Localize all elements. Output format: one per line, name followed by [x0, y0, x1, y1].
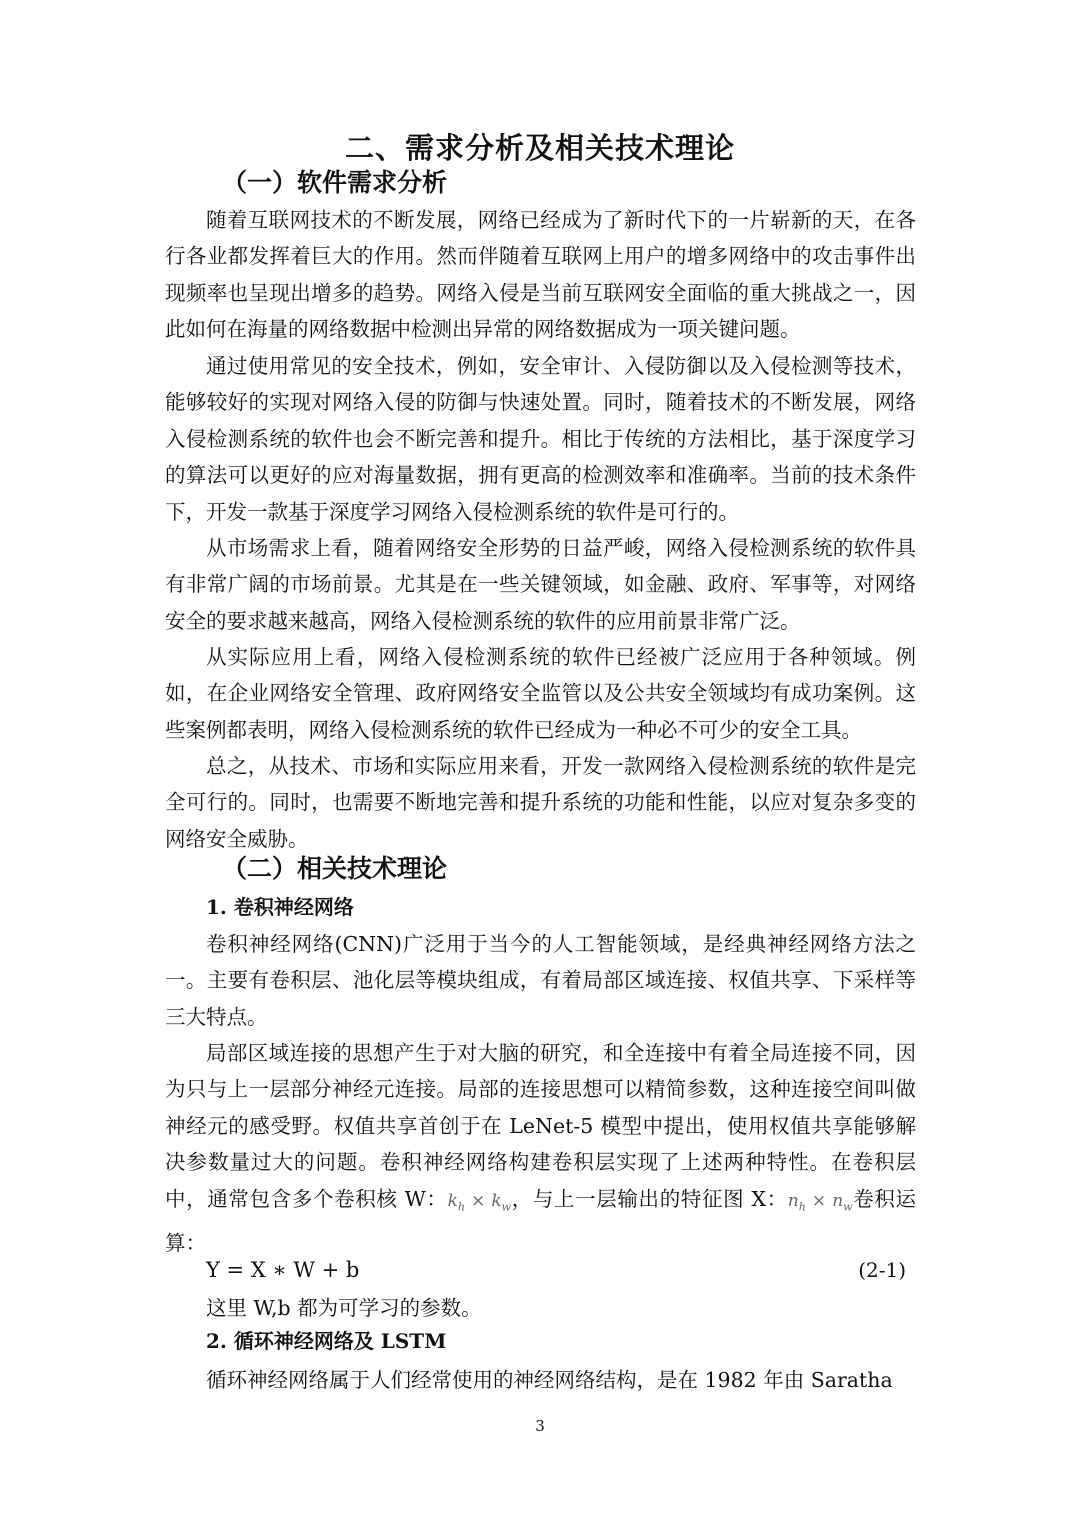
cnn-details-text-end: 卷积运算：	[165, 1186, 916, 1256]
paragraph-market-demand: 从市场需求上看，随着网络安全形势的日益严峻，网络入侵检测系统的软件具有非常广阔的市场前景。尤其是在一些关键领域，如金融、政府、军事等，对网络安全的要求越来越高，网络入侵检测系统的软件的应用前景非常广泛。	[165, 536, 916, 633]
paragraph-practical-application: 从实际应用上看，网络入侵检测系统的软件已经被广泛应用于各种领域。例如，在企业网络安全管理、政府网络安全监管以及公共安全领域均有成功案例。这些案例都表明，网络入侵检测系统的软件已经成为一种必不可少的安全工具。	[165, 645, 916, 742]
feature-map-size-expression: $n_h \times n_w$	[787, 1190, 853, 1214]
cnn-details-text: 局部区域连接的思想产生于对大脑的研究，和全连接中有着全局连接不同，因为只与上一层部分神经元连接。局部的连接思想可以精简参数，这种连接空间叫做神经元的感受野。权值共享首创于在 LeNet-5 模型中提出，使用权值共享能够解决参数量过大的问题。卷积神经网络构建卷积层实现了上述两种特性。在卷积层中，通常包含多个卷积核 W：	[165, 1041, 916, 1211]
kernel-size-expression: $k_h \times k_w$	[447, 1190, 512, 1214]
subsection-title-rnn-lstm: 2. 循环神经网络及 LSTM	[206, 1329, 447, 1353]
equation-2-1	[206, 1253, 906, 1287]
paragraph-rnn-intro: 循环神经网络属于人们经常使用的神经网络结构，是在 1982 年由 Saratha	[206, 1368, 893, 1392]
paragraph-cnn-intro: 卷积神经网络(CNN)广泛用于当今的人工智能领域，是经典神经网络方法之一。主要有卷积层、池化层等模块组成，有着局部区域连接、权值共享、下采样等三大特点。	[165, 932, 916, 1029]
paragraph-learnable-params: 这里 W,b 都为可学习的参数。	[206, 1296, 482, 1320]
subsection-title-cnn: 1. 卷积神经网络	[206, 895, 354, 919]
section-title-related-theory: （二）相关技术理论	[222, 854, 448, 883]
cnn-details-text-middle: ，与上一层输出的特征图 X：	[511, 1186, 788, 1211]
section-title-requirements: （一）软件需求分析	[222, 168, 448, 197]
equation-number: (2-1)	[858, 1258, 906, 1282]
paragraph-conclusion: 总之，从技术、市场和实际应用来看，开发一款网络入侵检测系统的软件是完全可行的。同时，也需要不断地完善和提升系统的功能和性能，以应对复杂多变的网络安全威胁。	[165, 754, 916, 851]
page-number: 3	[535, 1417, 545, 1435]
equation-formula: Y = X ∗ W + b	[206, 1258, 360, 1282]
chapter-title: 二、需求分析及相关技术理论	[344, 131, 735, 165]
paragraph-cnn-details	[165, 1035, 916, 1262]
paragraph-background: 随着互联网技术的不断发展，网络已经成为了新时代下的一片崭新的天，在各行各业都发挥着巨大的作用。然而伴随着互联网上用户的增多网络中的攻击事件出现频率也呈现出增多的趋势。网络入侵是当前互联网安全面临的重大挑战之一，因此如何在海量的网络数据中检测出异常的网络数据成为一项关键问题。	[165, 208, 916, 342]
paragraph-technical-feasibility: 通过使用常见的安全技术，例如，安全审计、入侵防御以及入侵检测等技术，能够较好的实现对网络入侵的防御与快速处置。同时，随着技术的不断发展，网络入侵检测系统的软件也会不断完善和提升。相比于传统的方法相比，基于深度学习的算法可以更好的应对海量数据，拥有更高的检测效率和准确率。当前的技术条件下，开发一款基于深度学习网络入侵检测系统的软件是可行的。	[165, 354, 916, 524]
